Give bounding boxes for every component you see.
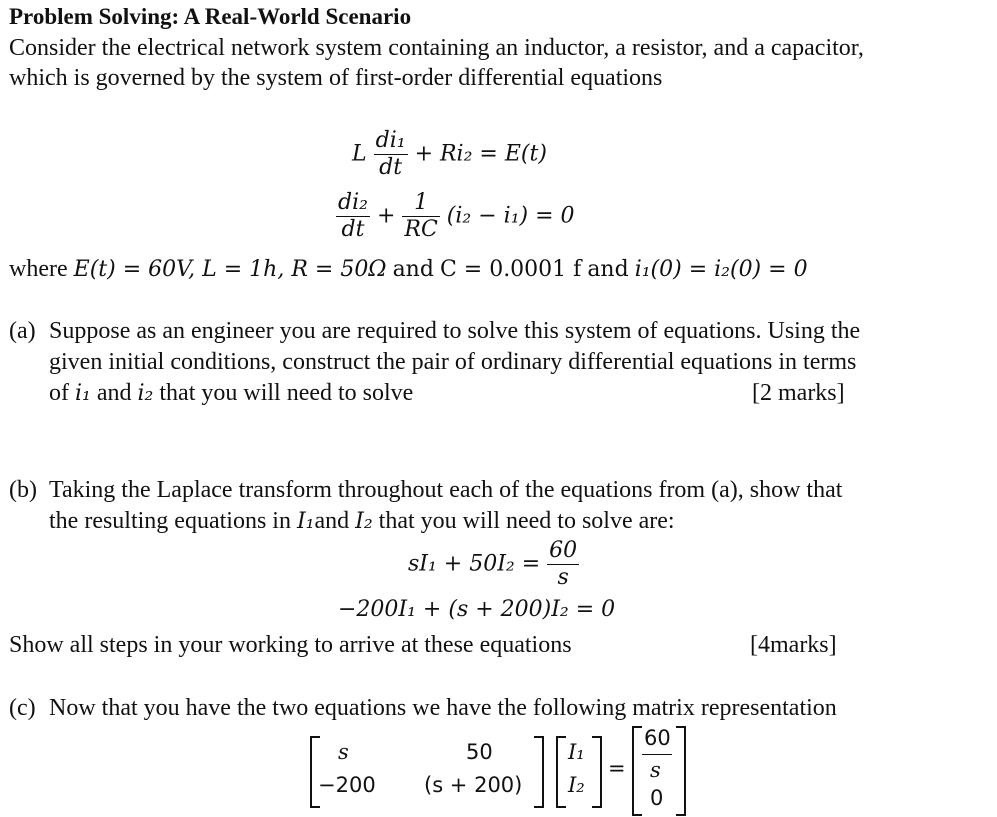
part-b-label: (b)	[9, 477, 37, 503]
part-b-eq1-denominator: s	[557, 565, 569, 590]
matrix-equals: =	[608, 756, 626, 780]
eq2-numerator-2: 1	[402, 190, 439, 217]
rhs-zero: 0	[650, 786, 664, 810]
vector-bracket-close	[592, 736, 602, 808]
part-c-label: (c)	[9, 695, 36, 721]
where-initial-conditions: i₁(0) = i₂(0) = 0	[634, 257, 808, 282]
part-b-line-1: Taking the Laplace transform throughout each of the equations from (a), show that	[49, 477, 843, 503]
eq2-plus: +	[376, 203, 396, 229]
matrix-left-bracket-open	[310, 736, 320, 808]
rhs-denominator: s	[650, 758, 661, 782]
part-b-intro: the resulting equations in	[49, 508, 291, 534]
vector-bracket-open	[556, 736, 566, 808]
part-b-equation-2: −200I₁ + (s + 200)I₂ = 0	[338, 597, 616, 622]
intro-line-1: Consider the electrical network system containing an inductor, a resistor, and a capacitor,	[9, 35, 864, 61]
eq1-rest: + Ri₂ = E(t)	[414, 141, 547, 167]
part-a-line-1: Suppose as an engineer you are required to solve this system of equations. Using the	[49, 318, 861, 344]
part-a-var-i2: i₂	[137, 381, 154, 406]
eq1-coefficient: L	[352, 141, 367, 167]
part-a-marks: [2 marks]	[752, 380, 845, 406]
eq2-rest: (i₂ − i₁) = 0	[446, 203, 575, 229]
rhs-fraction-bar	[642, 754, 672, 755]
eq2-denominator-2: RC	[404, 217, 438, 242]
part-b-eq1-numerator: 60	[549, 538, 578, 563]
part-a-label: (a)	[9, 318, 36, 344]
rhs-numerator: 60	[644, 726, 671, 750]
matrix-cell-11: s	[338, 740, 349, 764]
where-and-1: and	[392, 257, 434, 282]
part-a-line-2: given initial conditions, construct the pair of ordinary differential equations in terms	[49, 349, 857, 375]
part-b-footer: Show all steps in your working to arrive at these equations	[9, 632, 572, 658]
vector-I1: I₁	[568, 740, 585, 764]
part-a-of: of	[49, 380, 69, 406]
part-b-tail: that you will need to solve are:	[378, 508, 675, 534]
eq1-denominator: dt	[379, 155, 403, 180]
problem-heading: Problem Solving: A Real-World Scenario	[9, 4, 412, 29]
eq1-numerator: di₁	[375, 128, 406, 153]
where-and-2: and	[587, 257, 629, 282]
part-b-var-I2: I₂	[355, 509, 373, 534]
part-c-text: Now that you have the two equations we have the following matrix representation	[49, 695, 837, 721]
matrix-cell-12: 50	[466, 740, 493, 764]
where-parameters: E(t) = 60V, L = 1h, R = 50Ω	[73, 257, 387, 282]
vector-I2: I₂	[568, 773, 585, 797]
matrix-cell-22: (s + 200)	[424, 773, 523, 797]
part-b-marks: [4marks]	[750, 632, 837, 658]
eq2-numerator-1: di₂	[338, 190, 368, 215]
rhs-bracket-close	[676, 726, 686, 816]
rhs-bracket-open	[632, 726, 642, 816]
intro-line-2: which is governed by the system of first-order differential equations	[9, 65, 663, 91]
part-a-and: and	[96, 380, 132, 406]
matrix-left-bracket-close	[534, 736, 544, 808]
eq2-denominator-1: dt	[341, 217, 365, 242]
part-b-eq1-left: sI₁ + 50I₂ =	[408, 551, 541, 577]
part-b-and: and	[314, 508, 350, 534]
matrix-cell-21: −200	[318, 773, 376, 797]
part-a-tail: that you will need to solve	[159, 380, 414, 406]
part-a-var-i1: i₁	[75, 381, 91, 406]
where-word: where	[9, 256, 68, 282]
part-b-var-I1: I₁	[296, 509, 315, 534]
where-capacitance: C = 0.0001 f	[439, 257, 582, 282]
